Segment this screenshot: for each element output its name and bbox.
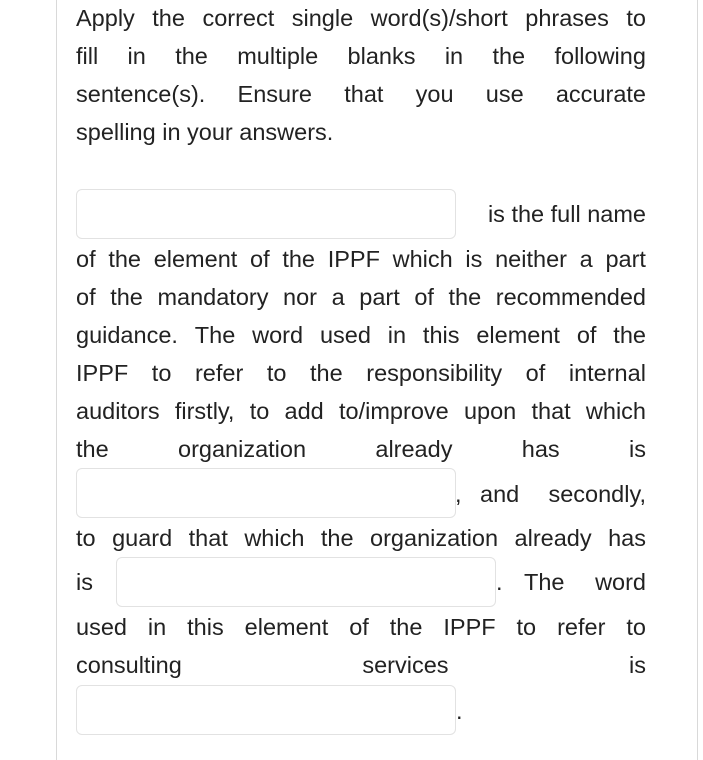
word: to bbox=[266, 360, 287, 386]
question-text-full-name: is the full name bbox=[487, 201, 646, 227]
word: of bbox=[250, 246, 270, 272]
word: to bbox=[516, 614, 537, 640]
word: has bbox=[521, 436, 560, 462]
word: sentence(s). bbox=[76, 81, 206, 107]
question-line-i bbox=[76, 651, 646, 679]
word: firstly, bbox=[174, 398, 235, 424]
word: mandatory bbox=[157, 284, 269, 310]
period-after-blank-4: . bbox=[456, 698, 463, 724]
question-text-secondly bbox=[480, 480, 646, 508]
word: to/improve bbox=[339, 398, 449, 424]
word: consulting bbox=[76, 652, 182, 678]
word: part bbox=[605, 246, 646, 272]
word: Apply bbox=[76, 5, 135, 31]
word: that bbox=[344, 81, 384, 107]
word: the bbox=[448, 284, 482, 310]
word: of bbox=[525, 360, 546, 386]
word: the bbox=[76, 436, 109, 462]
comma-after-blank-2: , bbox=[455, 481, 462, 507]
question-text-is: is bbox=[76, 569, 93, 595]
word: to bbox=[249, 398, 270, 424]
word: used bbox=[319, 322, 371, 348]
word: that bbox=[531, 398, 571, 424]
word: is bbox=[629, 436, 646, 462]
word: IPPF bbox=[76, 360, 129, 386]
word: the bbox=[320, 525, 354, 551]
question-text-the-word bbox=[524, 568, 646, 596]
word: is bbox=[629, 652, 646, 678]
word: to bbox=[76, 525, 96, 551]
word: IPPF bbox=[443, 614, 496, 640]
question-line-c bbox=[76, 321, 646, 349]
word: in bbox=[444, 43, 464, 69]
word: has bbox=[608, 525, 646, 551]
word: to bbox=[151, 360, 172, 386]
word: refer bbox=[557, 614, 606, 640]
word: accurate bbox=[555, 81, 646, 107]
word: element bbox=[153, 246, 238, 272]
word: to bbox=[626, 614, 646, 640]
word: used bbox=[76, 614, 127, 640]
word: use bbox=[485, 81, 524, 107]
word: internal bbox=[568, 360, 646, 386]
answer-blank-1[interactable] bbox=[76, 189, 456, 239]
word: the bbox=[108, 246, 141, 272]
word: neither bbox=[495, 246, 567, 272]
word: this bbox=[422, 322, 460, 348]
word: the bbox=[389, 614, 423, 640]
word: add bbox=[284, 398, 324, 424]
word: you bbox=[415, 81, 454, 107]
instructions-line-1 bbox=[76, 4, 646, 32]
word: in bbox=[147, 614, 167, 640]
word: recommended bbox=[495, 284, 646, 310]
word: of bbox=[576, 322, 597, 348]
word: nor bbox=[283, 284, 318, 310]
word: which bbox=[244, 525, 305, 551]
word: secondly, bbox=[548, 481, 646, 507]
word: word(s)/short bbox=[370, 5, 508, 31]
word: auditors bbox=[76, 398, 160, 424]
period-after-blank-3: . bbox=[496, 569, 503, 595]
word: of bbox=[76, 246, 96, 272]
question-line-e bbox=[76, 397, 646, 425]
word: the bbox=[110, 284, 143, 310]
word: element bbox=[244, 614, 329, 640]
word: the bbox=[282, 246, 315, 272]
word: in bbox=[387, 322, 407, 348]
word: Ensure bbox=[237, 81, 312, 107]
instructions-line-2 bbox=[76, 42, 646, 70]
word: The bbox=[194, 322, 236, 348]
word: refer bbox=[194, 360, 244, 386]
answer-blank-4[interactable] bbox=[76, 685, 456, 735]
word: services bbox=[362, 652, 449, 678]
word: word bbox=[595, 569, 646, 595]
question-line-g bbox=[76, 524, 646, 552]
word: the bbox=[310, 360, 343, 386]
question-line-f bbox=[76, 435, 646, 463]
word: is bbox=[465, 246, 483, 272]
word: following bbox=[554, 43, 646, 69]
word: of bbox=[76, 284, 96, 310]
word: the bbox=[152, 5, 185, 31]
answer-blank-3[interactable] bbox=[116, 557, 496, 607]
word: guidance. bbox=[76, 322, 178, 348]
answer-blank-2[interactable] bbox=[76, 468, 456, 518]
word: upon bbox=[463, 398, 517, 424]
word: and bbox=[480, 481, 520, 507]
word: a bbox=[331, 284, 345, 310]
word: this bbox=[187, 614, 224, 640]
word: organization bbox=[178, 436, 307, 462]
word: the bbox=[613, 322, 646, 348]
word: phrases bbox=[525, 5, 609, 31]
word: which bbox=[585, 398, 646, 424]
word: IPPF bbox=[327, 246, 380, 272]
word: fill bbox=[76, 43, 99, 69]
instructions-line-3 bbox=[76, 80, 646, 108]
word: that bbox=[188, 525, 228, 551]
word: in bbox=[127, 43, 146, 69]
question-line-h bbox=[76, 613, 646, 641]
word: already bbox=[375, 436, 453, 462]
word: word bbox=[252, 322, 304, 348]
word: multiple bbox=[237, 43, 319, 69]
word: responsibility bbox=[366, 360, 503, 386]
word: the bbox=[492, 43, 526, 69]
word: which bbox=[392, 246, 453, 272]
question-line-d bbox=[76, 359, 646, 387]
word: to bbox=[626, 5, 646, 31]
word: blanks bbox=[347, 43, 416, 69]
word: The bbox=[524, 569, 565, 595]
instructions-line-4: spelling in your answers. bbox=[76, 119, 334, 145]
word: organization bbox=[370, 525, 499, 551]
word: already bbox=[514, 525, 592, 551]
word: part bbox=[359, 284, 400, 310]
word: a bbox=[579, 246, 593, 272]
question-line-a bbox=[76, 245, 646, 273]
word: of bbox=[414, 284, 434, 310]
word: guard bbox=[112, 525, 173, 551]
question-line-b bbox=[76, 283, 646, 311]
word: single bbox=[291, 5, 354, 31]
word: correct bbox=[202, 5, 275, 31]
word: of bbox=[349, 614, 369, 640]
word: the bbox=[175, 43, 208, 69]
word: element bbox=[476, 322, 560, 348]
